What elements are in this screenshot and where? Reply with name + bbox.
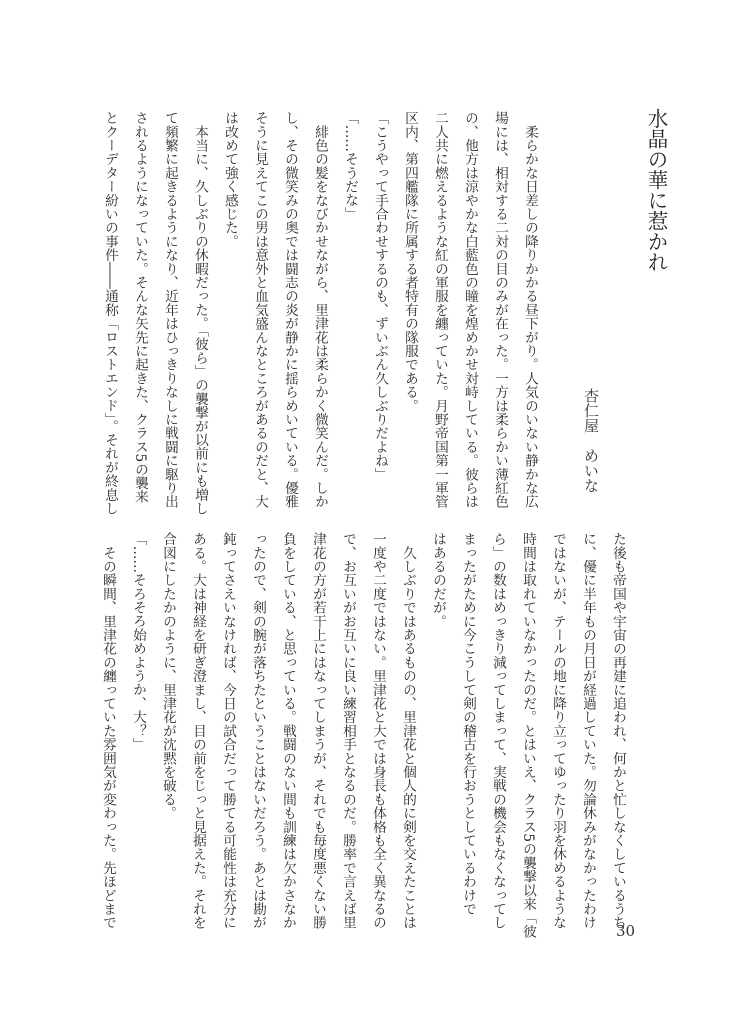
text-line: 二人共に燃えるような紅の軍服を纏っていた。月野帝国第一軍管 xyxy=(432,111,448,509)
text-line: は改めて強く感じた。 xyxy=(222,111,238,248)
text-line: 合図にしたかのように、里津花が沈黙を破る。 xyxy=(160,532,176,820)
page-number: 30 xyxy=(616,922,636,940)
text-line: 柔らかな日差しの降りかかる昼下がり。人気のいない静かな広 xyxy=(522,111,538,509)
upper-text-block xyxy=(95,111,545,516)
text-line: の、他方は涼やかな白藍色の瞳を煌めかせ対峙している。彼らは xyxy=(462,111,478,509)
text-line: 津花の方が若干上にはなってしまうが、それでも毎度悪くない勝 xyxy=(310,532,326,930)
text-line: で、お互いがお互いに良い練習相手となるのだ。勝率で言えば里 xyxy=(340,532,356,930)
text-line: ら」の数はめっきり減ってしまって、実戦の機会もなくなってし xyxy=(490,532,506,930)
text-line: 「こうやって手合わせするのも、ずいぶん久しぶりだよね」 xyxy=(372,111,388,481)
text-line: そうに見えてこの男は意外と血気盛んなところがあるのだと、大 xyxy=(252,111,268,509)
text-line: ったので、剣の腕が落ちたということはないだろう。あとは勘が xyxy=(250,532,266,930)
text-line: 区内、第四艦隊に所属する者特有の隊服である。 xyxy=(402,111,418,413)
text-line: た後も帝国や宇宙の再建に追われ、何かと忙しなくしているうち xyxy=(610,532,626,930)
text-line: ではないが、テールの地に降り立ってゆったり羽を休めるような xyxy=(550,532,566,930)
text-line: に、優に半年もの月日が経過していた。勿論休みがなかったわけ xyxy=(580,532,596,930)
text-line: し、その微笑みの奥では闘志の炎が静かに揺らめいている。優雅 xyxy=(282,111,298,509)
text-line: 負をしている、と思っている。戦闘のない間も訓練は欠かさなか xyxy=(280,532,296,930)
author-name: 杏仁屋 めいな xyxy=(582,388,600,493)
text-line: 場には、相対する二対の目のみが在った。一方は柔らかい薄紅色 xyxy=(492,111,508,509)
text-line: 久しぶりではあるものの、里津花と個人的に剣を交えたことは xyxy=(400,532,416,930)
text-line: まったがために今こうして剣の稽古を行おうとしているわけで xyxy=(460,532,476,916)
text-line: とクーデター紛いの事件――通称「ロストエンド」。それが終息し xyxy=(102,111,118,516)
text-line: 時間は取れていなかったのだ。とはいえ、クラス5の襲撃以来「彼 xyxy=(520,532,536,939)
text-line: 鈍ってさえいなければ、今日の試合だって勝てる可能性は充分に xyxy=(220,532,236,930)
text-line: されるようになっていた。そんな矢先に起きた、クラス5の襲来 xyxy=(132,111,148,504)
text-line: 「……そうだな」 xyxy=(342,111,358,221)
text-line: 緋色の髪をなびかせながら、里津花は柔らかく微笑んだ。しか xyxy=(312,111,328,509)
text-line: て頻繁に起きるようになり、近年はひっきりなしに戦闘に駆り出 xyxy=(162,111,178,509)
text-line: その瞬間、里津花の纏っていた雰囲気が変わった。先ほどまで xyxy=(100,532,116,930)
text-line: ある。大は神経を研ぎ澄まし、目の前をじっと見据えた。それを xyxy=(190,532,206,930)
text-line: はあるのだが。 xyxy=(430,532,446,628)
story-title: 水晶の華に惹かれ xyxy=(644,108,668,272)
text-line: 本当に、久しぶりの休暇だった。「彼ら」の襲撃が以前にも増し xyxy=(192,111,208,516)
text-line: 一度や二度ではない。里津花と大では身長も体格も全く異なるの xyxy=(370,532,386,930)
text-line: 「……そろそろ始めようか、大？」 xyxy=(130,532,146,752)
